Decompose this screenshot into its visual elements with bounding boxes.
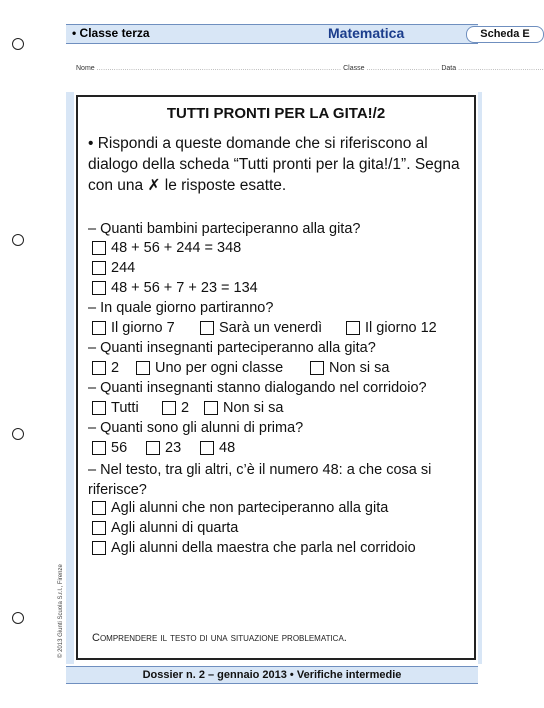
option-label: Agli alunni della maestra che parla nel corridoio xyxy=(111,540,416,556)
name-label: Nome xyxy=(76,65,95,72)
copyright-notice: © 2013 Giunti Scuola S.r.l., Firenze xyxy=(58,564,64,658)
checkbox[interactable] xyxy=(200,441,214,455)
checkbox[interactable] xyxy=(146,441,160,455)
binder-hole-4 xyxy=(12,612,24,624)
checkbox[interactable] xyxy=(162,401,176,415)
right-margin-band xyxy=(478,92,482,664)
date-field[interactable]: ........................................ xyxy=(458,65,544,72)
checkbox[interactable] xyxy=(92,541,106,555)
q6-option-3[interactable] xyxy=(92,540,416,556)
q1-option-3[interactable] xyxy=(92,280,258,296)
q2-option-3[interactable] xyxy=(346,320,437,336)
checkbox[interactable] xyxy=(92,521,106,535)
option-label: 56 xyxy=(111,440,128,456)
checkbox[interactable] xyxy=(92,241,106,255)
q5-option-2[interactable] xyxy=(146,440,181,456)
option-label: Non si sa xyxy=(329,360,390,376)
option-label: 48 + 56 + 7 + 23 = 134 xyxy=(111,280,258,296)
q1-option-1[interactable] xyxy=(92,240,241,256)
option-label: Tutti xyxy=(111,400,139,416)
checkbox[interactable] xyxy=(136,361,150,375)
exercise-title: TUTTI PRONTI PER LA GITA!/2 xyxy=(166,105,386,122)
binder-hole-3 xyxy=(12,428,24,440)
option-label: Agli alunni di quarta xyxy=(111,520,239,536)
q1-option-2[interactable] xyxy=(92,260,135,276)
binder-hole-2 xyxy=(12,234,24,246)
footer-bar: Dossier n. 2 – gennaio 2013 • Verifiche intermedie xyxy=(66,666,478,684)
binder-hole-1 xyxy=(12,38,24,50)
option-label: Non si sa xyxy=(223,400,284,416)
checkbox[interactable] xyxy=(310,361,324,375)
option-label: 48 xyxy=(219,440,236,456)
checkbox[interactable] xyxy=(200,321,214,335)
checkbox[interactable] xyxy=(204,401,218,415)
checkbox[interactable] xyxy=(92,281,106,295)
q4-option-3[interactable] xyxy=(204,400,283,416)
option-label: 2 xyxy=(181,400,190,416)
option-label: 2 xyxy=(111,360,120,376)
q3-option-3[interactable] xyxy=(310,360,389,376)
subject-title: Matematica xyxy=(328,25,405,41)
class-level: • Classe terza xyxy=(72,26,150,40)
checkbox[interactable] xyxy=(92,401,106,415)
question-1: – Quanti bambini parteciperanno alla gita? xyxy=(88,221,361,237)
question-5: – Quanti sono gli alunni di prima? xyxy=(88,420,304,436)
exercise-box xyxy=(76,95,476,660)
class-field[interactable]: .................................. xyxy=(366,65,440,72)
sheet-badge: Scheda E xyxy=(466,26,544,43)
option-label: Uno per ogni classe xyxy=(155,360,284,376)
option-label: Il giorno 7 xyxy=(111,320,175,336)
q2-option-2[interactable] xyxy=(200,320,322,336)
date-label: Data xyxy=(441,65,457,72)
q5-option-1[interactable] xyxy=(92,440,127,456)
question-3: – Quanti insegnanti parteciperanno alla gita? xyxy=(88,340,376,356)
checkbox[interactable] xyxy=(92,441,106,455)
q3-option-2[interactable] xyxy=(136,360,283,376)
option-label: Agli alunni che non parteciperanno alla gita xyxy=(111,500,389,516)
option-label: 48 + 56 + 244 = 348 xyxy=(111,240,242,256)
q4-option-1[interactable] xyxy=(92,400,139,416)
option-label: 244 xyxy=(111,260,136,276)
option-label: Il giorno 12 xyxy=(365,320,437,336)
header-bar xyxy=(66,24,530,44)
q6-option-1[interactable] xyxy=(92,500,388,516)
instruction-text: • Rispondi a queste domande che si riferiscono al dialogo della scheda “Tutti pronti per la gita!/1”. Segna con una ✗ le risposte esatte. xyxy=(88,135,460,194)
q5-option-3[interactable] xyxy=(200,440,235,456)
checkbox[interactable] xyxy=(92,361,106,375)
learning-objective: Comprendere il testo di una situazione problematica. xyxy=(92,632,347,644)
q4-option-2[interactable] xyxy=(162,400,189,416)
checkbox[interactable] xyxy=(92,261,106,275)
question-4: – Quanti insegnanti stanno dialogando nel corridoio? xyxy=(88,380,427,396)
q3-option-1[interactable] xyxy=(92,360,119,376)
question-6: – Nel testo, tra gli altri, c’è il numero 48: a che cosa si riferisce? xyxy=(88,462,432,498)
q6-option-2[interactable] xyxy=(92,520,238,536)
checkbox[interactable] xyxy=(92,501,106,515)
student-fields xyxy=(76,65,544,72)
option-label: Sarà un venerdì xyxy=(219,320,323,336)
question-2: – In quale giorno partiranno? xyxy=(88,300,274,316)
option-label: 23 xyxy=(165,440,182,456)
checkbox[interactable] xyxy=(346,321,360,335)
left-margin-band xyxy=(66,92,74,664)
class-label: Classe xyxy=(343,65,365,72)
q2-option-1[interactable] xyxy=(92,320,175,336)
checkbox[interactable] xyxy=(92,321,106,335)
name-field[interactable]: .................................................................................................................. xyxy=(96,65,342,72)
